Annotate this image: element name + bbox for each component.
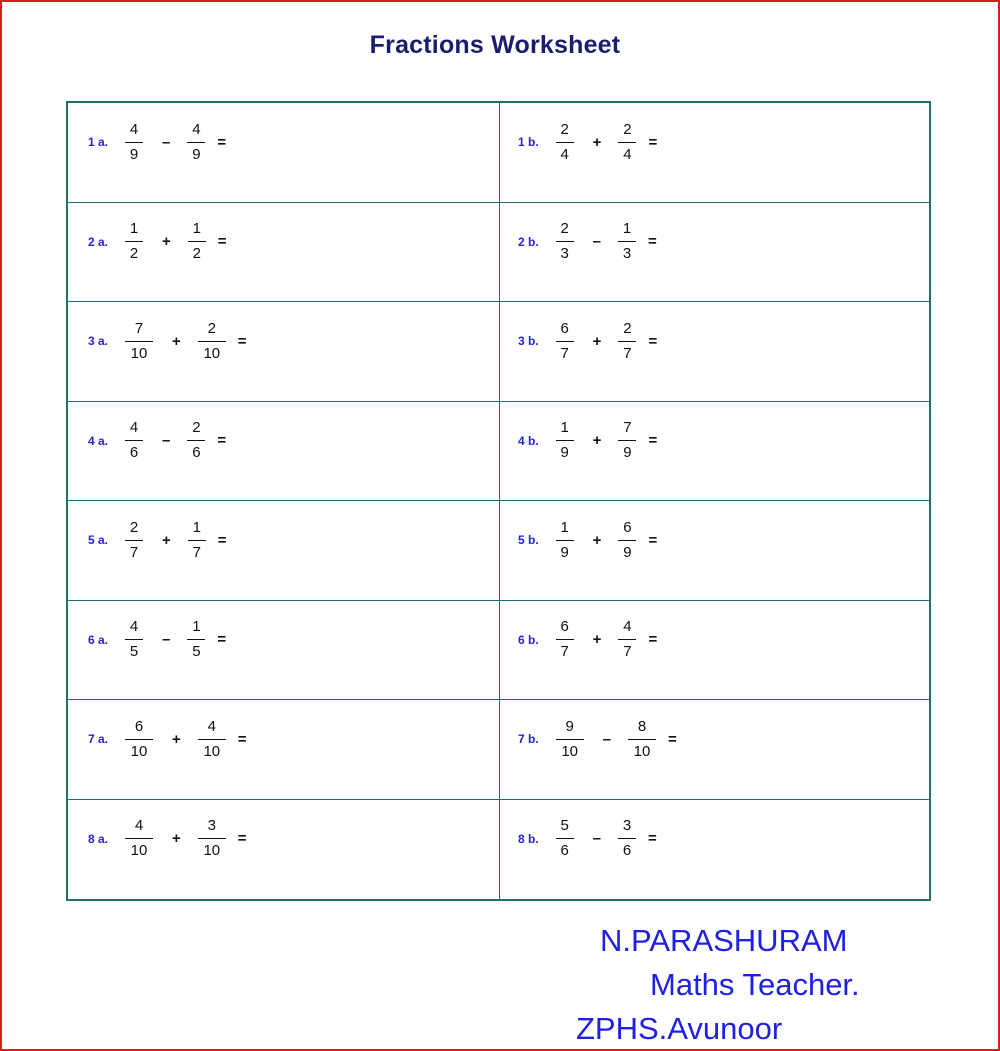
denominator: 3 <box>560 245 569 262</box>
problem-cell <box>68 402 500 502</box>
fraction-bar <box>556 440 574 441</box>
numerator: 3 <box>622 817 632 834</box>
equals-sign: = <box>648 830 657 847</box>
operator: + <box>592 631 602 648</box>
equals-sign: = <box>668 730 677 748</box>
problem-number: 4 b. <box>518 433 539 448</box>
numerator: 2 <box>560 220 569 237</box>
numerator: 4 <box>129 419 139 436</box>
numerator: 7 <box>623 419 632 436</box>
problem <box>88 515 227 565</box>
problem-number: 5 a. <box>88 533 109 547</box>
numerator: 6 <box>134 717 144 735</box>
problem <box>518 117 657 167</box>
teacher-name: N.PARASHURAM <box>600 923 848 958</box>
fraction-bar <box>125 838 153 839</box>
denominator: 7 <box>623 643 632 660</box>
numerator: 9 <box>565 717 574 735</box>
problem-grid <box>66 101 931 901</box>
fraction-2 <box>185 220 209 263</box>
problem-cell <box>500 103 929 203</box>
equals-sign: = <box>648 531 658 549</box>
denominator: 3 <box>622 245 632 262</box>
operator: + <box>172 730 181 748</box>
problem-number: 3 b. <box>518 334 539 348</box>
problem <box>518 615 657 665</box>
operator: + <box>162 531 171 549</box>
problem-cell <box>500 203 929 303</box>
operator: + <box>172 830 181 847</box>
fraction-2 <box>615 320 639 363</box>
denominator: 10 <box>561 742 579 760</box>
problem-number: 6 b. <box>518 632 539 647</box>
problem-cell <box>500 501 929 601</box>
fraction-2 <box>615 817 639 860</box>
problem <box>518 714 677 764</box>
fraction-bar <box>188 540 206 541</box>
problem-number: 7 b. <box>518 732 539 746</box>
problem <box>518 814 657 864</box>
fraction-bar <box>556 739 584 740</box>
equals-sign: = <box>648 233 657 250</box>
fraction-bar <box>556 241 574 242</box>
fraction-2 <box>185 519 209 562</box>
operator: – <box>592 233 602 250</box>
fraction-2 <box>195 320 229 363</box>
operator: – <box>162 432 171 449</box>
problem-number: 8 a. <box>88 831 109 846</box>
operator: – <box>592 830 602 847</box>
fraction-bar <box>618 440 636 441</box>
problem <box>88 416 226 466</box>
operator: + <box>592 133 602 151</box>
denominator: 7 <box>623 344 632 362</box>
operator: – <box>162 133 171 151</box>
numerator: 1 <box>560 419 569 436</box>
numerator: 4 <box>129 120 139 138</box>
denominator: 6 <box>129 444 139 461</box>
numerator: 1 <box>192 518 201 536</box>
denominator: 4 <box>623 145 632 163</box>
fraction-bar <box>618 639 636 640</box>
denominator: 10 <box>203 344 221 362</box>
problem-number: 1 a. <box>88 135 109 149</box>
problem-number: 2 b. <box>518 234 539 249</box>
numerator: 6 <box>560 319 569 337</box>
fraction-1 <box>122 519 146 562</box>
denominator: 5 <box>192 643 201 660</box>
numerator: 2 <box>192 419 201 436</box>
operator: + <box>592 432 602 449</box>
equals-sign: = <box>217 432 227 449</box>
fraction-bar <box>125 440 143 441</box>
fraction-bar <box>618 142 636 143</box>
numerator: 6 <box>560 618 569 635</box>
fraction-1 <box>122 618 146 661</box>
problem <box>88 814 247 864</box>
problem-cell <box>68 700 500 800</box>
problem <box>88 217 227 267</box>
numerator: 1 <box>129 220 139 237</box>
equals-sign: = <box>217 631 227 648</box>
fraction-bar <box>125 639 143 640</box>
equals-sign: = <box>237 830 247 847</box>
fraction-1 <box>553 121 577 164</box>
operator: + <box>592 531 602 549</box>
problem-cell <box>68 302 500 402</box>
problem-cell <box>500 302 929 402</box>
fraction-1 <box>553 618 577 661</box>
problem-number: 2 a. <box>88 234 109 249</box>
numerator: 8 <box>637 717 647 735</box>
denominator: 4 <box>560 145 569 163</box>
numerator: 2 <box>623 319 632 337</box>
fraction-bar <box>198 838 226 839</box>
fraction-1 <box>122 220 146 263</box>
numerator: 3 <box>207 817 216 834</box>
equals-sign: = <box>648 332 658 350</box>
fraction-2 <box>615 519 639 562</box>
fraction-2 <box>615 419 639 462</box>
fraction-2 <box>625 718 659 761</box>
denominator: 7 <box>129 543 139 561</box>
numerator: 4 <box>192 120 201 138</box>
problem-cell <box>68 103 500 203</box>
fraction-1 <box>122 121 146 164</box>
fraction-bar <box>187 639 205 640</box>
numerator: 2 <box>129 518 139 536</box>
denominator: 9 <box>623 444 632 461</box>
numerator: 1 <box>192 618 201 635</box>
denominator: 2 <box>129 245 139 262</box>
equals-sign: = <box>217 133 227 151</box>
problem <box>88 117 226 167</box>
fraction-1 <box>553 419 577 462</box>
denominator: 5 <box>129 643 139 660</box>
fraction-bar <box>187 142 205 143</box>
fraction-bar <box>198 739 226 740</box>
problem-number: 6 a. <box>88 632 109 647</box>
fraction-bar <box>618 341 636 342</box>
equals-sign: = <box>217 233 227 250</box>
problem-number: 1 b. <box>518 135 539 149</box>
fraction-bar <box>125 142 143 143</box>
fraction-bar <box>556 540 574 541</box>
fraction-bar <box>556 341 574 342</box>
problem-cell <box>68 203 500 303</box>
problem-number: 3 a. <box>88 334 109 348</box>
fraction-bar <box>556 639 574 640</box>
worksheet-title: Fractions Worksheet <box>369 31 621 59</box>
numerator: 6 <box>623 518 632 536</box>
numerator: 7 <box>134 319 144 337</box>
fraction-1 <box>553 718 587 761</box>
fraction-2 <box>615 121 639 164</box>
numerator: 1 <box>622 220 632 237</box>
numerator: 4 <box>129 618 139 635</box>
numerator: 1 <box>192 220 201 237</box>
fraction-bar <box>125 241 143 242</box>
problem-number: 5 b. <box>518 533 539 547</box>
teacher-role: Maths Teacher. <box>650 967 860 1002</box>
numerator: 4 <box>134 817 144 834</box>
operator: + <box>592 332 602 350</box>
fraction-bar <box>556 838 574 839</box>
equals-sign: = <box>648 133 658 151</box>
numerator: 2 <box>623 120 632 138</box>
fraction-1 <box>553 817 577 860</box>
fraction-bar <box>125 739 153 740</box>
fraction-1 <box>122 718 156 761</box>
fraction-1 <box>553 519 577 562</box>
denominator: 10 <box>633 742 651 760</box>
problem-cell <box>500 402 929 502</box>
equals-sign: = <box>648 631 658 648</box>
problem-number: 4 a. <box>88 433 109 448</box>
denominator: 10 <box>203 842 221 859</box>
numerator: 2 <box>207 319 216 337</box>
denominator: 7 <box>560 344 569 362</box>
fraction-bar <box>556 142 574 143</box>
denominator: 7 <box>560 643 569 660</box>
fraction-bar <box>188 241 206 242</box>
problem <box>88 316 247 366</box>
fraction-1 <box>122 817 156 860</box>
fraction-1 <box>553 220 577 263</box>
problem-cell <box>500 700 929 800</box>
denominator: 6 <box>192 444 201 461</box>
operator: – <box>162 631 171 648</box>
problem <box>518 217 657 267</box>
numerator: 4 <box>207 717 216 735</box>
denominator: 10 <box>130 344 148 362</box>
problem-cell <box>68 601 500 701</box>
problem <box>518 515 657 565</box>
fraction-2 <box>195 817 229 860</box>
fraction-2 <box>184 419 208 462</box>
problem <box>88 714 247 764</box>
denominator: 9 <box>192 145 201 163</box>
numerator: 5 <box>560 817 569 834</box>
operator: + <box>162 233 171 250</box>
fraction-2 <box>184 121 208 164</box>
fraction-1 <box>553 320 577 363</box>
denominator: 9 <box>560 543 569 561</box>
denominator: 10 <box>203 742 221 760</box>
numerator: 2 <box>560 120 569 138</box>
equals-sign: = <box>217 531 227 549</box>
denominator: 9 <box>560 444 569 461</box>
fraction-bar <box>618 540 636 541</box>
fraction-2 <box>615 220 639 263</box>
problem-number: 8 b. <box>518 831 539 846</box>
operator: + <box>172 332 181 350</box>
fraction-2 <box>195 718 229 761</box>
equals-sign: = <box>237 730 247 748</box>
denominator: 6 <box>560 842 569 859</box>
equals-sign: = <box>648 432 658 449</box>
problem <box>518 416 657 466</box>
fraction-bar <box>125 540 143 541</box>
denominator: 10 <box>130 842 148 859</box>
fraction-bar <box>198 341 226 342</box>
numerator: 1 <box>560 518 569 536</box>
denominator: 6 <box>622 842 632 859</box>
fraction-2 <box>615 618 639 661</box>
operator: – <box>602 730 612 748</box>
problem-cell <box>68 501 500 601</box>
fraction-bar <box>618 241 636 242</box>
fraction-1 <box>122 320 156 363</box>
denominator: 7 <box>192 543 201 561</box>
problem-cell <box>68 800 500 900</box>
fraction-bar <box>618 838 636 839</box>
denominator: 2 <box>192 245 201 262</box>
problem <box>88 615 226 665</box>
fraction-bar <box>187 440 205 441</box>
denominator: 10 <box>130 742 148 760</box>
numerator: 4 <box>623 618 632 635</box>
equals-sign: = <box>237 332 247 350</box>
denominator: 9 <box>623 543 632 561</box>
fraction-bar <box>125 341 153 342</box>
fraction-2 <box>184 618 208 661</box>
problem-number: 7 a. <box>88 732 109 746</box>
problem <box>518 316 657 366</box>
problem-cell <box>500 800 929 900</box>
fraction-bar <box>628 739 656 740</box>
school-name: ZPHS.Avunoor <box>576 1011 783 1046</box>
denominator: 9 <box>129 145 139 163</box>
fraction-1 <box>122 419 146 462</box>
problem-cell <box>500 601 929 701</box>
